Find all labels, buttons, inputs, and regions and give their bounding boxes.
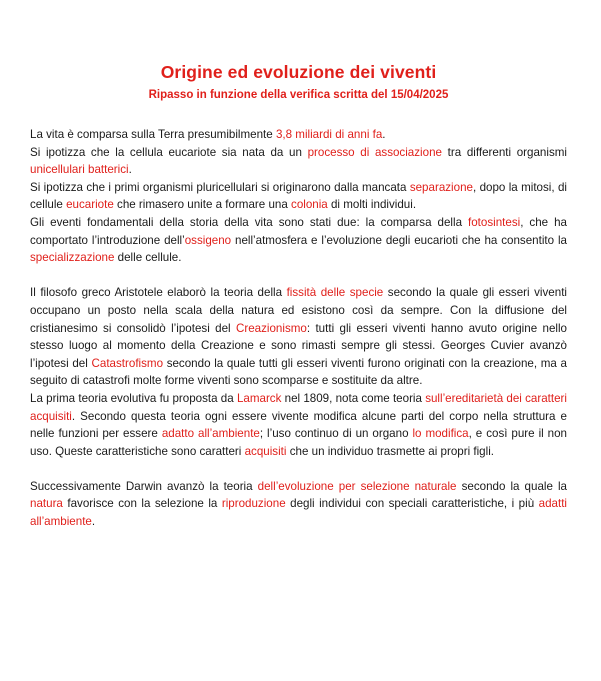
text-segment: , dopo la mitosi, di cellule <box>30 180 567 212</box>
paragraph-gap <box>30 267 567 285</box>
highlighted-term: colonia <box>291 198 328 212</box>
text-segment: Gli eventi fondamentali della storia della vita sono stati due: la comparsa della <box>30 215 468 229</box>
text-segment: nel 1809, nota come teoria <box>281 391 426 405</box>
highlighted-term: lo modifica <box>412 427 469 441</box>
highlighted-term: fissità delle specie <box>286 286 384 300</box>
text-segment: : tutti gli esseri viventi hanno avuto origine nello stesso luogo al momento della Creazione e sono rimasti sempre gli stessi. Georges Cuvier avanzò l’ipotesi del <box>30 321 568 370</box>
text-segment: degli individui con speciali caratteristiche, i più <box>285 497 539 511</box>
text-segment: La vita è comparsa sulla Terra presumibilmente <box>30 128 276 141</box>
text-segment: . <box>128 163 132 177</box>
paragraph-gap <box>30 460 567 478</box>
document-body <box>30 126 567 531</box>
text-segment: , e così pure il non uso. Queste caratteristiche sono caratteri <box>30 427 568 458</box>
text-segment: Successivamente Darwin avanzò la teoria <box>30 479 258 493</box>
highlighted-term: specializzazione <box>30 251 115 265</box>
text-segment: che rimasero unite a formare una <box>113 198 292 212</box>
text-segment: che un individuo trasmette ai propri figli. <box>286 444 494 458</box>
text-segment: Il filosofo greco Aristotele elaborò la teoria della <box>30 286 287 300</box>
highlighted-term: Creazionismo <box>235 321 307 335</box>
highlighted-term: Catastrofismo <box>91 356 164 370</box>
highlighted-term: 3,8 miliardi di anni fa <box>275 128 383 141</box>
text-segment: secondo la quale gli esseri viventi occupano un posto nella scala della natura ed esistono così da sempre. Con la diffusione del cristianesimo si consolidò l’ipotesi del <box>30 286 567 335</box>
highlighted-term: dell’evoluzione per selezione naturale <box>257 479 457 493</box>
text-segment: La prima teoria evolutiva fu proposta da <box>30 391 237 405</box>
text-segment: secondo la quale tutti gli esseri viventi furono originati con la creazione, ma a seguito di catastrofi molte forme viventi sono scomparse e sostituite da altre. <box>30 356 567 388</box>
highlighted-term: Lamarck <box>236 391 282 405</box>
text-segment: . <box>91 515 96 529</box>
highlighted-term: eucariote <box>66 198 114 212</box>
highlighted-term: fotosintesi <box>468 215 521 229</box>
text-segment: ; l’uso continuo di un organo <box>259 427 413 441</box>
paragraph <box>30 284 567 390</box>
highlighted-term: sull’ereditarietà dei caratteri acquisiti <box>30 391 567 423</box>
text-segment: . Secondo questa teoria ogni essere vivente modifica alcune parti del corpo nella struttura e nelle funzioni per essere <box>30 409 567 441</box>
highlighted-term: riproduzione <box>221 497 286 511</box>
highlighted-term: unicellulari batterici <box>30 163 129 177</box>
text-segment: di molti individui. <box>327 198 417 212</box>
text-segment: tra differenti organismi <box>441 145 567 159</box>
highlighted-term: processo di associazione <box>307 145 442 159</box>
text-segment: Si ipotizza che la cellula eucariote sia nata da un <box>30 145 308 159</box>
highlighted-term: acquisiti <box>244 444 287 458</box>
text-segment: . <box>382 128 386 141</box>
highlighted-term: ossigeno <box>184 233 232 247</box>
paragraph <box>30 214 567 267</box>
paragraph <box>30 478 567 531</box>
highlighted-term: separazione <box>409 180 473 194</box>
text-segment: , che ha comportato l’introduzione dell’ <box>30 215 567 247</box>
document-subtitle: Ripasso in funzione della verifica scritta del 15/04/2025 <box>148 89 449 101</box>
paragraph <box>30 126 567 144</box>
highlighted-term: natura <box>30 497 63 511</box>
paragraph <box>30 144 567 179</box>
highlighted-term: adatti all’ambiente <box>30 497 567 529</box>
text-segment: delle cellule. <box>114 251 182 265</box>
text-segment: nell’atmosfera e l’evoluzione degli eucarioti che ha consentito la <box>231 233 567 247</box>
document-title: Origine ed evoluzione dei viventi <box>160 62 437 82</box>
text-segment: Si ipotizza che i primi organismi pluricellulari si originarono dalla mancata <box>30 180 410 194</box>
paragraph <box>30 179 567 214</box>
text-segment: secondo la quale la <box>456 479 567 493</box>
text-segment: favorisce con la selezione la <box>62 497 222 511</box>
paragraph <box>30 390 567 460</box>
highlighted-term: adatto all’ambiente <box>161 427 260 441</box>
